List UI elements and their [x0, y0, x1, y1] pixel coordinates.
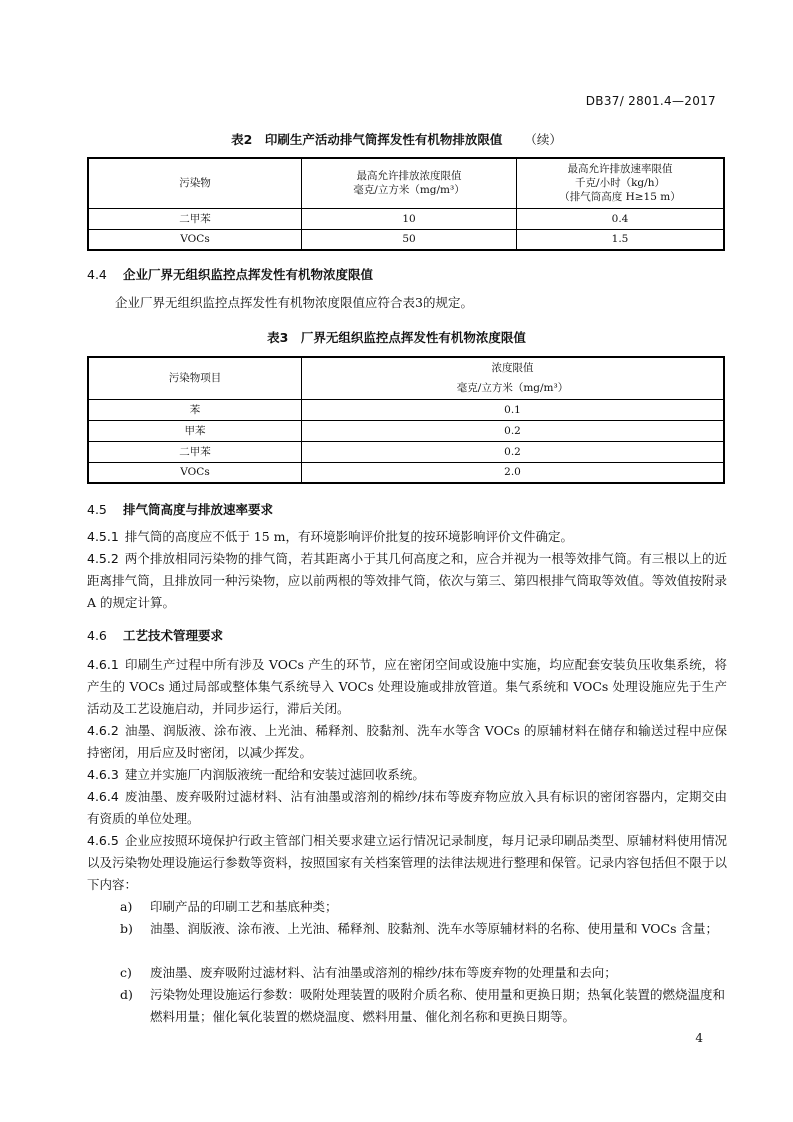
table2-head-concentration — [302, 158, 517, 208]
table2-head-rate-line2: 千克/小时（kg/h） — [575, 177, 665, 190]
table3-caption: 表3 厂界无组织监控点挥发性有机物浓度限值 — [267, 330, 526, 345]
table3-head-limit-line1: 浓度限值 — [491, 362, 534, 375]
clause-text: 油墨、润版液、涂布液、上光油、稀释剂、胶黏剂、洗车水等含 VOCs 的原辅材料在储存和输送过程中应保持密闭，用后应及时密闭，以减少挥发。 — [87, 723, 727, 760]
clause-4-6-2 — [87, 720, 727, 764]
clause-number: 4.6.3 — [87, 767, 119, 782]
table2-header-row — [88, 158, 724, 208]
table3-cell-name: 苯 — [88, 399, 302, 420]
section-4-4-text: 企业厂界无组织监控点挥发性有机物浓度限值应符合表3的规定。 — [115, 295, 473, 310]
table3-head-limit — [302, 357, 725, 399]
clause-text: 企业应按照环境保护行政主管部门相关要求建立运行情况记录制度，每月记录印刷品类型、原辅材料使用情况以及污染物处理设施运行参数等资料，按照国家有关档案管理的法律法规进行整理和保管。记录内容包括但不限于以下内容： — [87, 833, 727, 892]
clause-number: 4.6.5 — [87, 833, 119, 848]
table2-head-pollutant: 污染物 — [88, 158, 302, 208]
table-row — [88, 441, 724, 462]
page-number: 4 — [695, 1031, 703, 1045]
clause-text: 印刷生产过程中所有涉及 VOCs 产生的环节，应在密闭空间或设施中实施，均应配套安装负压收集系统，将产生的 VOCs 通过局部或整体集气系统导入 VOCs 处理设施或排放管道。集气系统和 VOCs 处理设施应先于生产活动及工艺设施启动，并同步运行，滞后关闭。 — [87, 657, 727, 716]
list-item-label: d) — [120, 987, 133, 1002]
list-item — [120, 962, 726, 984]
table3-head-pollutant: 污染物项目 — [88, 357, 302, 399]
table3-cell-value: 0.2 — [302, 420, 725, 441]
list-item — [120, 918, 726, 940]
table-row — [88, 462, 724, 483]
table3-cell-value: 0.1 — [302, 399, 725, 420]
clause-number: 4.6.4 — [87, 789, 119, 804]
clause-number: 4.5.1 — [87, 529, 119, 544]
clause-text: 建立并实施厂内润版液统一配给和安装过滤回收系统。 — [124, 767, 425, 782]
table2-caption — [0, 130, 793, 148]
table-row — [88, 229, 724, 250]
list-item-text: 油墨、润版液、涂布液、上光油、稀释剂、胶黏剂、洗车水等原辅材料的名称、使用量和 VOCs 含量； — [150, 921, 718, 936]
clause-4-6-3 — [87, 764, 727, 786]
clause-text: 两个排放相同污染物的排气筒，若其距离小于其几何高度之和，应合并视为一根等效排气筒。有三根以上的近距离排气筒，且排放同一种污染物，应以前两根的等效排气筒，依次与第三、第四根排气筒取等效值。等效值按附录 A 的规定计算。 — [87, 551, 727, 610]
clause-number: 4.6.1 — [87, 657, 119, 672]
table3 — [87, 356, 725, 484]
table-row — [88, 420, 724, 441]
clause-number: 4.6.2 — [87, 723, 119, 738]
list-item — [120, 984, 726, 1028]
table2-head-rate-line3: （排气筒高度 H≥15 m） — [559, 191, 681, 204]
table2-cell-name: 二甲苯 — [88, 208, 302, 229]
section-title: 工艺技术管理要求 — [123, 628, 224, 643]
table2-cell-name: VOCs — [88, 229, 302, 250]
list-item — [120, 896, 726, 918]
table-row — [88, 399, 724, 420]
table2-head-conc-line1: 最高允许排放浓度限值 — [356, 170, 462, 183]
table3-cell-value: 0.2 — [302, 441, 725, 462]
table2-head-rate-line1: 最高允许排放速率限值 — [567, 163, 673, 176]
table2-cell-conc: 50 — [302, 229, 517, 250]
table3-cell-value: 2.0 — [302, 462, 725, 483]
table3-head-limit-line2: 毫克/立方米（mg/m³） — [456, 382, 569, 395]
clause-number: 4.5.2 — [87, 551, 119, 566]
standard-code: DB37/ 2801.4—2017 — [585, 94, 716, 108]
table2-cell-rate: 1.5 — [517, 229, 725, 250]
clause-text: 废油墨、废弃吸附过滤材料、沾有油墨或溶剂的棉纱/抹布等废弃物应放入具有标识的密闭容器内，定期交由有资质的单位处理。 — [87, 789, 727, 826]
clause-4-5-2 — [87, 548, 727, 614]
table2 — [87, 157, 725, 251]
table3-header-row — [88, 357, 724, 399]
list-item-text: 印刷产品的印刷工艺和基底种类； — [150, 899, 338, 914]
table2-continued: （续） — [524, 132, 562, 147]
table3-cell-name: 甲苯 — [88, 420, 302, 441]
list-item-label: b) — [120, 921, 133, 936]
list-item-text: 废油墨、废弃吸附过滤材料、沾有油墨或溶剂的棉纱/抹布等废弃物的处理量和去向； — [150, 965, 617, 980]
clause-4-6-5 — [87, 830, 727, 896]
table-row — [88, 208, 724, 229]
table2-head-rate — [517, 158, 725, 208]
table2-cell-conc: 10 — [302, 208, 517, 229]
clause-text: 排气筒的高度应不低于 15 m，有环境影响评价批复的按环境影响评价文件确定。 — [124, 529, 574, 544]
table3-cell-name: VOCs — [88, 462, 302, 483]
table3-cell-name: 二甲苯 — [88, 441, 302, 462]
section-number: 4.4 — [87, 267, 107, 282]
section-title: 企业厂界无组织监控点挥发性有机物浓度限值 — [123, 267, 374, 282]
section-number: 4.6 — [87, 628, 107, 643]
list-item-text: 污染物处理设施运行参数：吸附处理装置的吸附介质名称、使用量和更换日期；热氧化装置的燃烧温度和燃料用量；催化氧化装置的燃烧温度、燃料用量、催化剂名称和更换日期等。 — [150, 987, 726, 1024]
list-item-label: c) — [120, 965, 132, 980]
clause-4-6-1 — [87, 654, 727, 720]
table2-cell-rate: 0.4 — [517, 208, 725, 229]
section-title: 排气筒高度与排放速率要求 — [123, 502, 274, 517]
clause-4-6-4 — [87, 786, 727, 830]
clause-4-5-1 — [87, 526, 727, 548]
list-item-label: a) — [120, 899, 133, 914]
section-4-4-heading — [87, 265, 373, 283]
section-number: 4.5 — [87, 502, 107, 517]
table2-head-conc-line2: 毫克/立方米（mg/m³） — [353, 184, 465, 197]
section-4-5-heading — [87, 500, 273, 518]
section-4-6-heading — [87, 626, 223, 644]
table2-caption-text: 表2 印刷生产活动排气筒挥发性有机物排放限值 — [231, 132, 503, 147]
